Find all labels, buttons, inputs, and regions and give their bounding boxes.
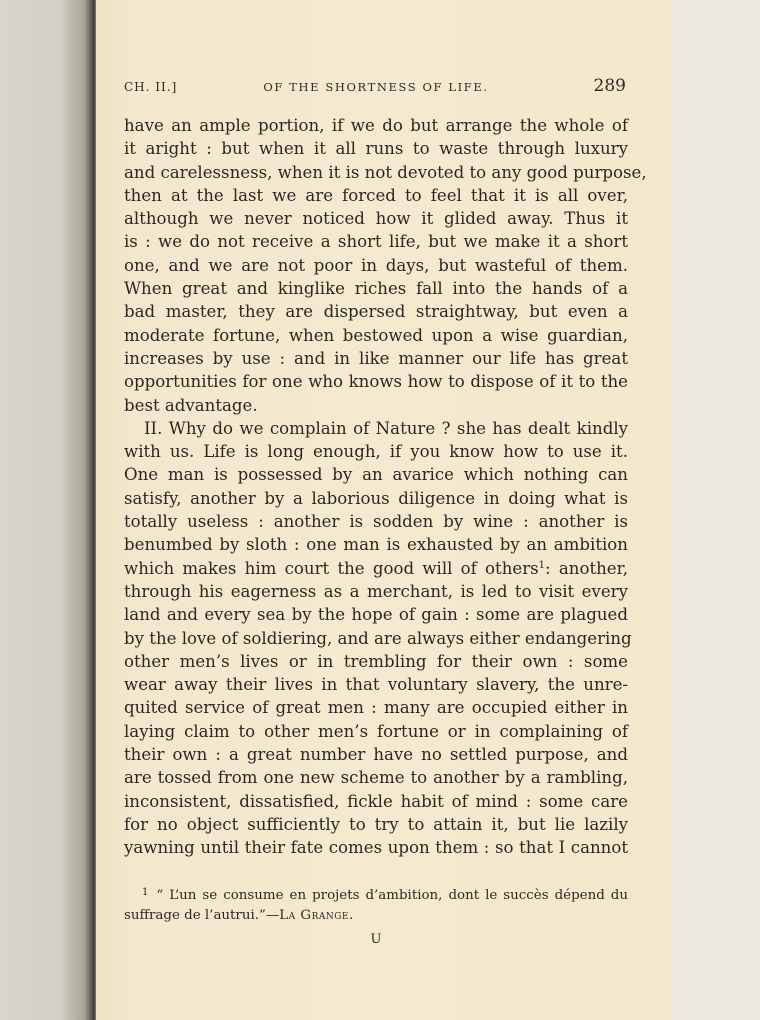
text-line: have an ample portion, if we do but arrange the whole of (124, 116, 628, 135)
text-line: with us. Life is long enough, if you know how to use it. (124, 442, 628, 462)
text-line: When great and kinglike riches fall into the hands of a (124, 279, 628, 299)
text-line: satisfy, another by a laborious diligence in doing what is (124, 488, 628, 508)
text-line: their own : a great number have no settled purpose, and (124, 745, 628, 765)
text-line: then at the last we are forced to feel that it is all over, (124, 185, 628, 205)
text-line: quited service of great men : many are occupied either in (124, 698, 628, 718)
page-margin (672, 0, 760, 1020)
text-line: it aright : but when it all runs to waste through luxury (124, 139, 628, 159)
text-line: and carelessness, when it is not devoted to any good purpose, (124, 162, 647, 182)
text-line: yawning until their fate comes upon them : so that I cannot (124, 838, 628, 858)
running-title: OF THE SHORTNESS OF LIFE. (263, 80, 489, 94)
text-line: inconsistent, dissatisfied, fickle habit of mind : some care (124, 791, 628, 811)
text-line: are tossed from one new scheme to another by a rambling, (124, 768, 628, 788)
text-line: best advantage. (124, 395, 258, 415)
text-line: other men’s lives or in trembling for their own : some (124, 651, 628, 671)
text-line: is : we do not receive a short life, but we make it a short (124, 232, 628, 252)
paragraph-start-line: II. Why do we complain of Nature ? she has dealt kindly (144, 418, 628, 438)
text-line: increases by use : and in like manner our life has great (124, 348, 628, 368)
text-line: totally useless : another is sodden by wine : another is (124, 512, 628, 532)
book-gutter (0, 0, 96, 1020)
text-line: one, and we are not poor in days, but wasteful of them. (124, 255, 628, 275)
text-line: for no object sufficiently to try to attain it, but lie lazily (124, 814, 628, 834)
text-segment: : another, (545, 558, 629, 578)
text-line: benumbed by sloth : one man is exhausted by an ambition (124, 535, 628, 555)
chapter-label: CH. II.] (124, 80, 178, 94)
footnote-text: suffrage de l’autrui.”— (124, 908, 280, 923)
text-line: bad master, they are dispersed straightway, but even a (124, 302, 628, 322)
running-header (124, 76, 628, 100)
text-line: by the love of soldiering, and are always either endangering (124, 628, 632, 648)
footnote-text: “ L’un se consume en projets d’ambition, dont le succès dépend du (156, 888, 628, 903)
footnote-mark: 1 (142, 887, 149, 898)
footnote-line (124, 886, 628, 906)
text-line: through his eagerness as a merchant, is led to visit every (124, 581, 628, 601)
footnote (124, 886, 628, 926)
footnote-author: La Grange. (279, 908, 354, 923)
text-line: although we never noticed how it glided away. Thus it (124, 209, 628, 229)
text-segment: which makes him court the good will of others (124, 558, 539, 578)
text-line: opportunities for one who knows how to dispose of it to the (124, 372, 628, 392)
text-line-with-footnote (124, 557, 628, 580)
text-line: land and every sea by the hope of gain : some are plagued (124, 605, 628, 625)
signature-mark: U (370, 932, 382, 947)
text-line: moderate fortune, when bestowed upon a wise guardian, (124, 325, 628, 345)
text-line: wear away their lives in that voluntary slavery, the unre- (124, 675, 628, 695)
text-line: One man is possessed by an avarice which nothing can (124, 465, 628, 485)
body-text (124, 114, 647, 860)
footnote-line (124, 906, 628, 926)
footnote-reference: 1 (538, 559, 546, 571)
page-number: 289 (593, 76, 626, 96)
text-line: laying claim to other men’s fortune or in complaining of (124, 721, 628, 741)
